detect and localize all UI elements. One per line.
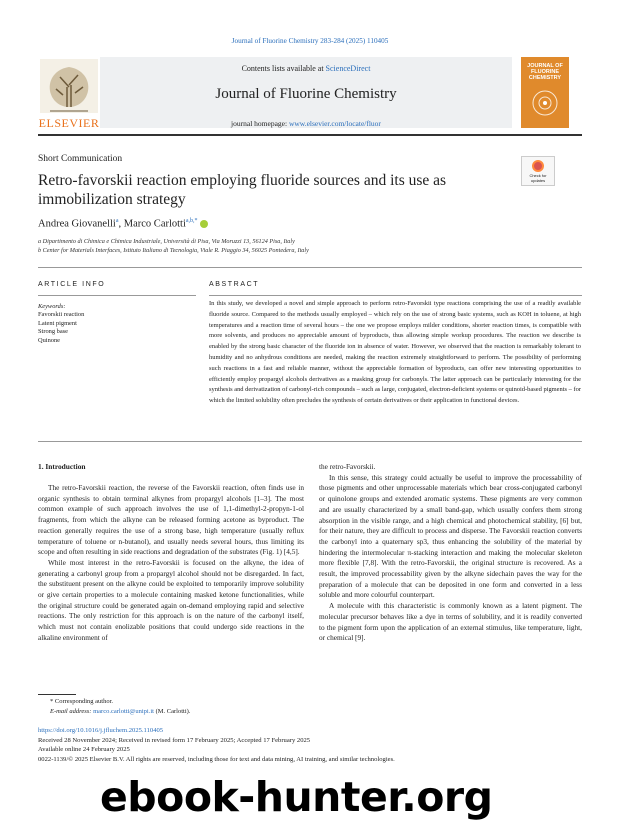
keywords-block [38,303,84,345]
check-for-updates-button[interactable] [521,156,555,186]
abstract-end-rule [38,441,582,442]
copyright-line: 0022-1139/© 2025 Elsevier B.V. All rights are reserved, including those for text and data mining, AI training, and similar technologies. [38,755,395,763]
author-name: Marco Carlotti [123,218,186,230]
keyword-item: Latent pigment [38,319,77,327]
author-list: Andrea Giovanelli$^a$, Marco Carlotti$^{a,b,*}$ [38,218,208,230]
journal-cover [521,57,569,128]
body-paragraph: While most interest in the retro-Favorskii is focused on the alkyne, the idea of generating a carbonyl group from a propargyl alcohol should not be disregarded. In fact, the substituent present on the alkyne could be exploited to temporarily improve solubility or give certain properties to a molecule containing masked ketone functionalities, while the original structure could be generated again on-demand employing rapid and selective reactions. The only restriction for this approach is on the nature of the carbonyl itself, which must not contain enolizable positions that could undergo side reactions in the alkaline environment of [38,557,304,642]
orcid-icon[interactable] [200,220,208,228]
publication-info [38,726,395,764]
footnote [50,697,190,717]
body-column-left [38,483,304,644]
keyword-item: Strong base [38,328,68,336]
abstract-rule [209,295,582,296]
article-type: Short Communication [38,154,123,164]
article-title: Retro-favorskii reaction employing fluoride sources and its use as immobilization strategy [38,172,447,208]
doi-link[interactable]: https://doi.org/10.1016/j.jfluchem.2025.110405 [38,727,164,734]
info-rule [38,295,196,296]
body-paragraph: A molecule with this characteristic is commonly known as a latent pigment. The molecular precursor behaves like a dye in terms of solubility, and it is readily converted to the pigment form upon the application of an external stimulus, like temperature, light, or chemical [9]. [319,601,582,643]
journal-citation[interactable]: Journal of Fluorine Chemistry 283-284 (2025) 110405 [231,37,389,45]
body-column-right [319,462,582,644]
body-paragraph: the retro-Favorskii. [319,462,376,471]
cover-title: JOURNAL OF FLUORINE CHEMISTRY [527,63,563,81]
corresponding-note: * Corresponding author. [50,698,114,705]
check-updates-label: Check for updates [529,173,547,183]
journal-name: Journal of Fluorine Chemistry [215,86,397,102]
email-label: E-mail address: [50,708,94,715]
abstract-heading: ABSTRACT [209,281,260,288]
footnote-rule [38,694,76,695]
body-paragraph: The retro-Favorskii reaction, the reverse of the Favorskii reaction, often finds use in organic synthesis to obtain terminal alkynes from propargyl alcohols [1–3]. The most common example of such approach involves the use of 1,1-dimethyl-2-propyn-1-ol fragments, from which the alkyne can be released forming acetone as byproduct. The reaction generally requires the use of a strong base, high temperature (usually reflux temperature of toluene or n-butanol), and usually needs several hours, thus limiting its scope and often resulting in side reactions and degradation of the substrates (Fig. 1) [4,5]. [38,483,304,557]
sciencedirect-link[interactable]: ScienceDirect [325,64,371,73]
keyword-item: Quinone [38,336,61,344]
keywords-label: Keywords: [38,303,66,310]
received-dates: Received 28 November 2024; Received in revised form 17 February 2025; Accepted 17 February 2025 [38,736,311,744]
online-date: Available online 24 February 2025 [38,746,130,753]
watermark: ebook-hunter.org [100,773,493,821]
abstract-text: In this study, we developed a novel and simple approach to perform retro-Favorskii type reactions comprising the use of a readily available fluoride source. Compared to the methods usually employed – which rely on the use of strong basic systems, such as KOH in toluene, at high temperatures and a reaction time of several hours – the one we propose employs milder conditions, shorter reaction times, is compatible with more solvents, and produces no appreciable amount of byproducts, thus allowing simple workup procedures. The reaction we describe is enabled by the strong basic character of the fluoride ion in absence of water. However, we observed that the reaction is remarkably tolerant to humidity and no anhydrous conditions are needed, making the reaction extremely straightforward to perform. The possibility of performing such reactions in a fast and reliable manner, without the appreciable formation of byproducts, can offer new interesting opportunities to efficiently employ propargyl alcohols derivatives as a masking group for carbonyls. The latter approach can be particularly interesting for the synthesis and derivatization of carbonyl-rich compounds – such as large, conjugated, electron-deficient systems or quinoid-based pigments – for which the limited solubility often precludes the synthesis of certain derivatives or their application in functional devices. [209,300,581,405]
homepage-line [100,119,512,128]
contents-prefix: Contents lists available at [241,64,326,73]
author-affil-sup[interactable]: a,b,* [185,218,198,224]
section-heading: 1. Introduction [38,462,86,471]
author-affil-sup[interactable]: a [115,218,119,224]
check-updates-icon [532,160,544,172]
email-link[interactable]: marco.carlotti@unipi.it [93,708,154,715]
elsevier-wordmark: ELSEVIER [38,116,100,130]
contents-line [100,64,512,73]
homepage-prefix: journal homepage: [231,119,289,128]
body-paragraph: In this sense, this strategy could actually be useful to improve the processability of those pigments and other unprocessable materials which bear cross-conjugated carbonyl or quinolone groups and extended aromatic systems. These pigments are very common and are usually characterized by a small band-gap, which usually confers them strong absorption in the visible range, and a high chemical and photochemical stability, [6] but, for their nature, they are difficult to process and disperse. The Favorskii reaction converts the carbonyl into a quaternary sp3, thus enhancing the solubility of the material by hindering the intermolecular π-stacking interaction and making the molecular skeleton more flexible [7,8]. With the retro-Favorskii, the original structure is recovered. As a result, the improved processability given by the alkyne sidechain paves the way for the preparation of a molecule that can be deposited in one form and converted in a less soluble and more colourful counterpart. [319,472,582,600]
header-rule [38,134,582,136]
homepage-link[interactable]: www.elsevier.com/locate/fluor [288,119,381,128]
email-suffix: (M. Carlotti). [153,708,191,715]
elsevier-logo [38,57,100,129]
article-info-heading: ARTICLE INFO [38,281,106,288]
section-divider [38,267,582,268]
cover-art-icon [529,85,561,121]
author-name: Andrea Giovanelli [38,218,116,230]
keyword-item: Favorskii reaction [38,311,85,319]
affiliation-b: b Center for Materials Interfaces, Istituto Italiano di Tecnologia, Viale R. Piaggio 34, 56025 Pontedera, Italy [38,247,309,254]
affiliation-a: a Dipartimento di Chimica e Chimica Industriale, Università di Pisa, Via Moruzzi 13, 56124 Pisa, Italy [38,238,295,245]
